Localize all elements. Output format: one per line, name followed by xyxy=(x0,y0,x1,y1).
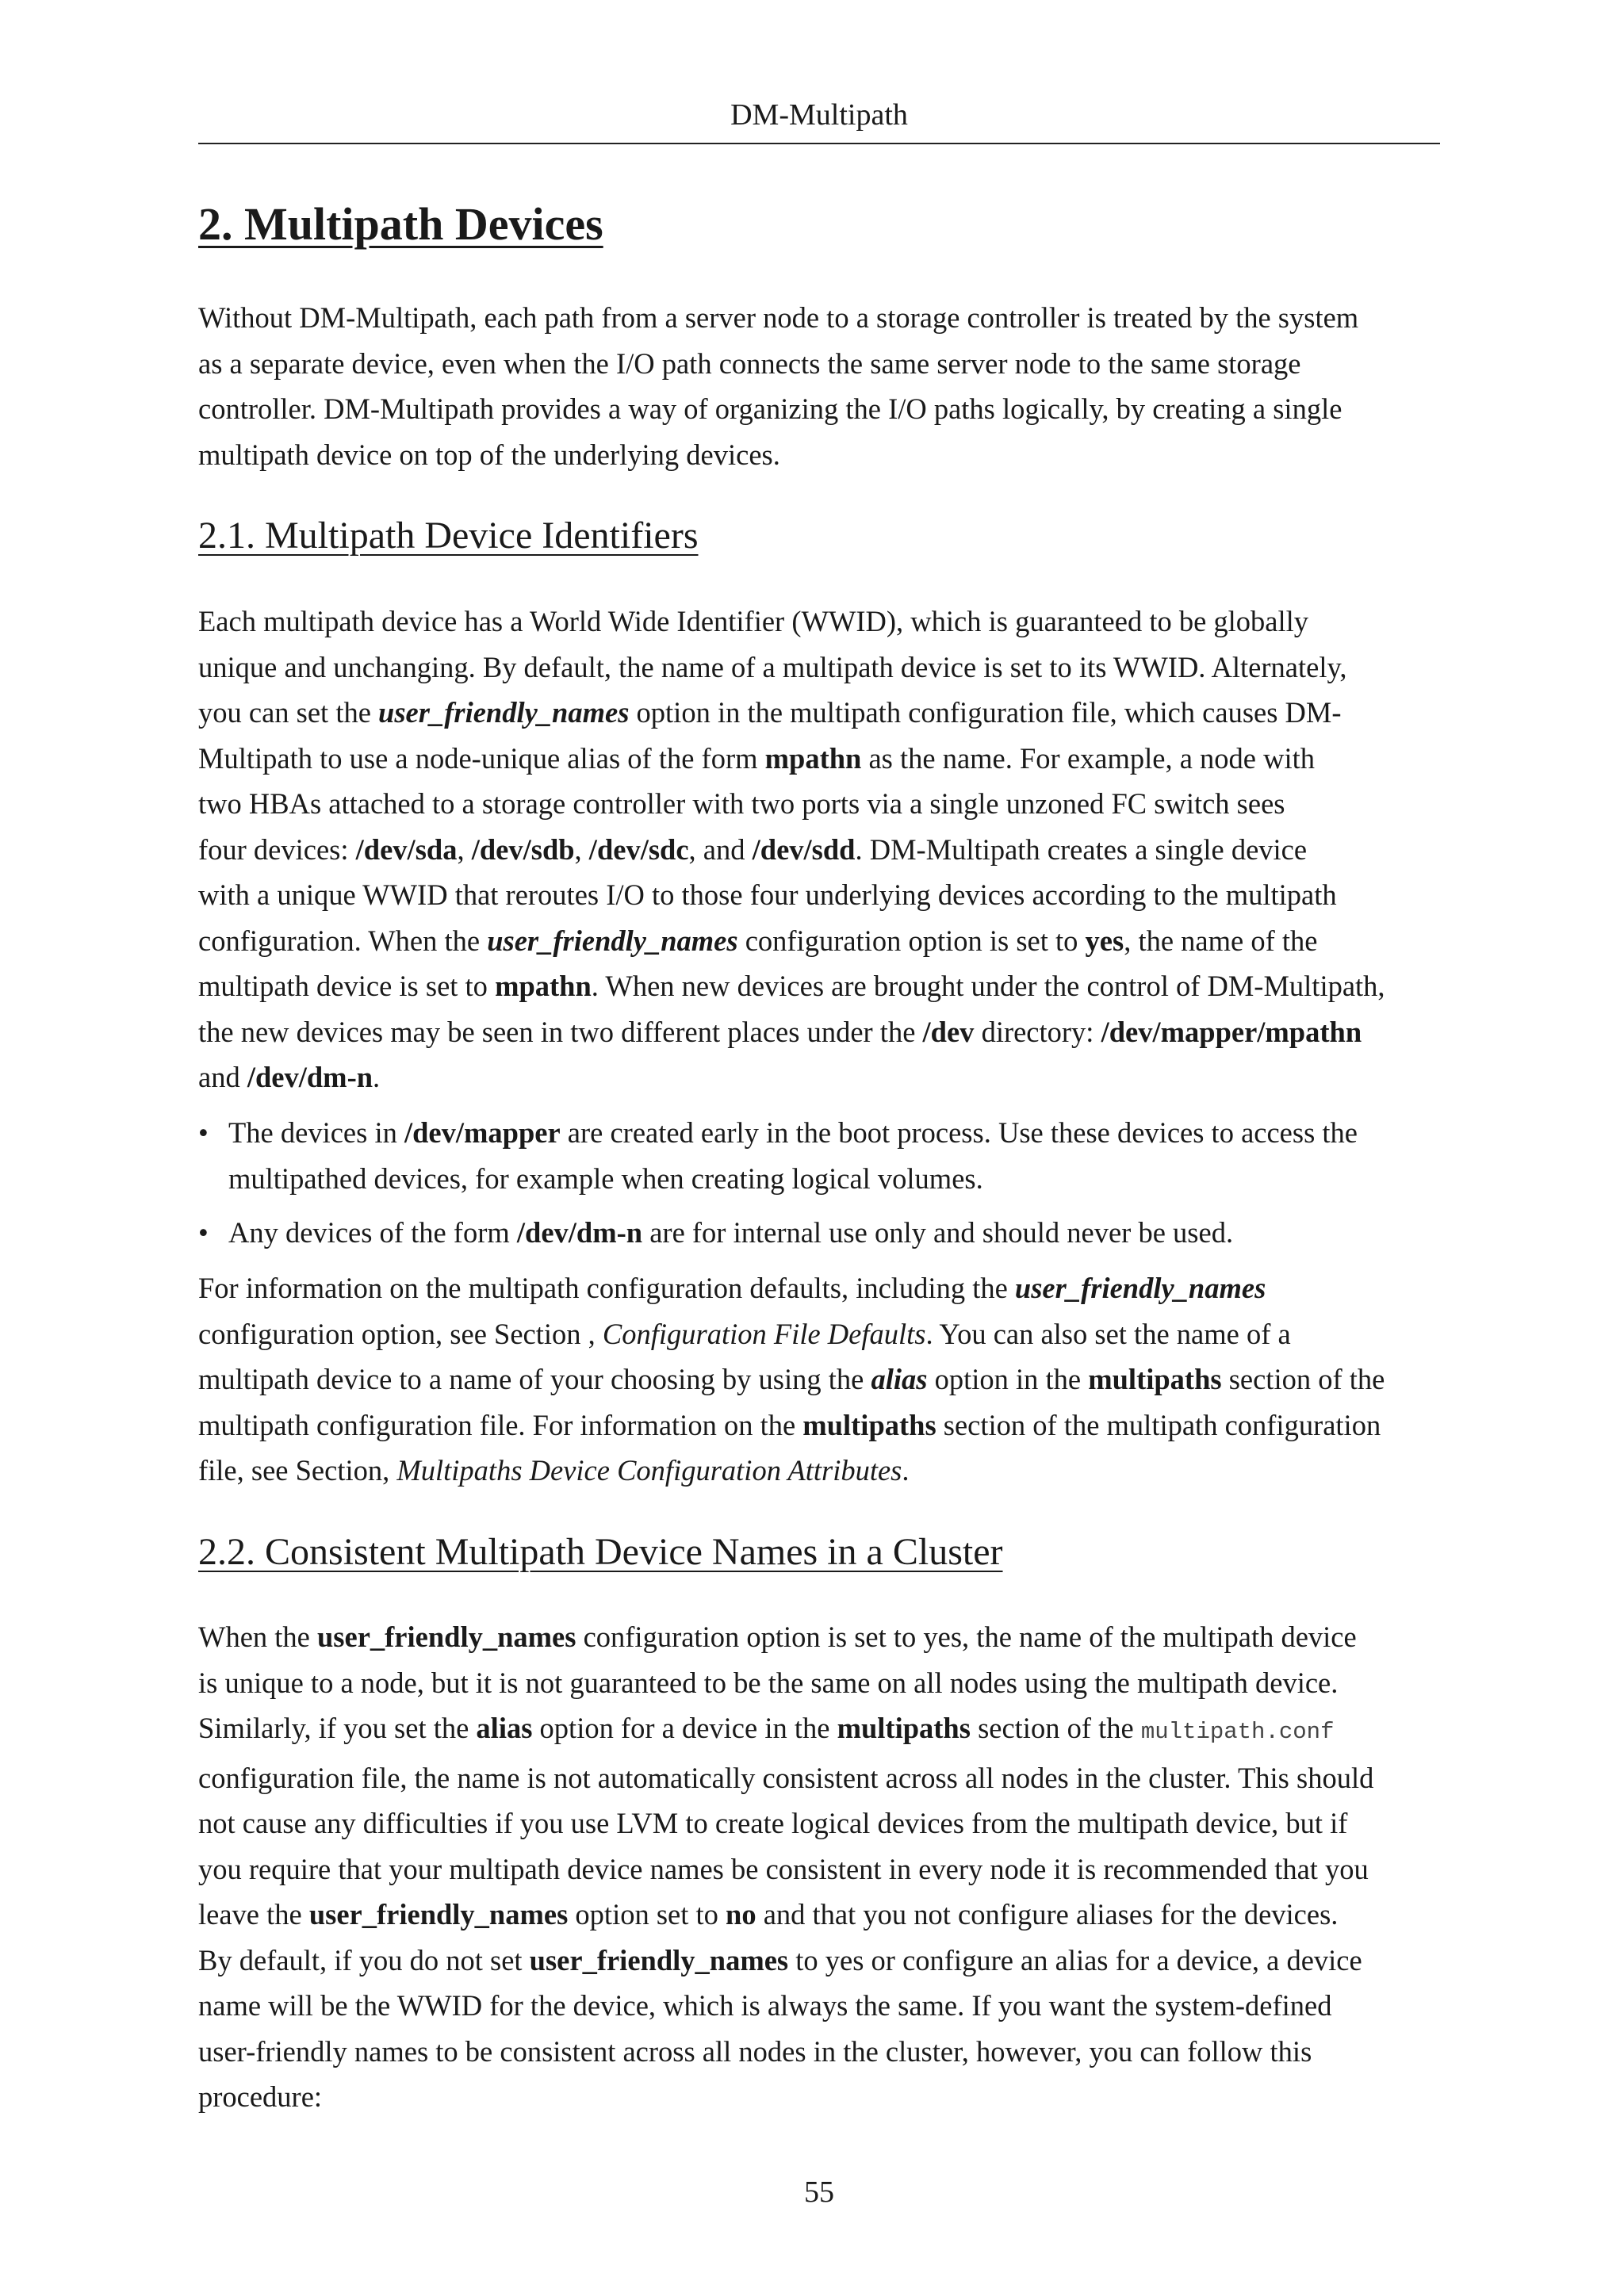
text-line: Similarly, if you set the alias option for a device in the multipaths section of the multipath.conf xyxy=(198,1712,1335,1745)
text-line: Any devices of the form /dev/dm-n are for internal use only and should never be used. xyxy=(228,1216,1234,1249)
text-line: not cause any difficulties if you use LVM to create logical devices from the multipath device, but if xyxy=(198,1807,1348,1839)
text-line: By default, if you do not set user_friendly_names to yes or configure an alias for a device, a device xyxy=(198,1943,1362,1976)
text-line: with a unique WWID that reroutes I/O to those four underlying devices according to the multipath xyxy=(198,878,1337,911)
device-path: /dev/dm-n xyxy=(247,1061,373,1093)
option-name: alias xyxy=(476,1712,533,1744)
bullet-icon: • xyxy=(198,1216,209,1249)
device-path: /dev/sdb xyxy=(471,832,575,866)
text-line: multipath device to a name of your choosing by using the alias option in the multipaths section of the xyxy=(198,1363,1385,1395)
text-line: is unique to a node, but it is not guaranteed to be the same on all nodes using the multipath device. xyxy=(198,1666,1339,1699)
running-header: DM-Multipath xyxy=(730,98,908,132)
text-line: multipath device is set to mpathn. When new devices are brought under the control of DM-Multipath, xyxy=(198,970,1385,1002)
text-line: configuration file, the name is not automatically consistent across all nodes in the cluster. This should xyxy=(198,1761,1374,1794)
text-line: multipath configuration file. For information on the multipaths section of the multipath configuration xyxy=(198,1408,1381,1441)
section-name: multipaths xyxy=(1088,1363,1222,1395)
text-line: Each multipath device has a World Wide Identifier (WWID), which is guaranteed to be globally xyxy=(198,605,1309,637)
text-line: Multipath to use a node-unique alias of the form mpathn as the name. For example, a node with xyxy=(198,741,1316,775)
identifiers-paragraph xyxy=(198,599,1440,1100)
intro-paragraph xyxy=(198,295,1440,477)
text-line: configuration. When the user_friendly_names configuration option is set to yes, the name of the xyxy=(198,924,1318,957)
text-line: controller. DM-Multipath provides a way of organizing the I/O paths logically, by creating a single xyxy=(198,392,1342,425)
option-name: user_friendly_names xyxy=(529,1943,789,1976)
bullet-icon: • xyxy=(198,1116,209,1149)
text-line: When the user_friendly_names configuration option is set to yes, the name of the multipath device xyxy=(198,1621,1357,1653)
text-line: Without DM-Multipath, each path from a server node to a storage controller is treated by the system xyxy=(198,301,1359,334)
device-path: /dev/dm-n xyxy=(516,1216,643,1249)
file-name: multipath.conf xyxy=(1140,1719,1335,1745)
device-path: /dev/sda xyxy=(355,832,458,866)
device-name: mpathn xyxy=(495,970,592,1002)
cross-reference: Multipaths Device Configuration Attributes xyxy=(396,1454,902,1487)
option-name: user_friendly_names xyxy=(1014,1272,1266,1304)
subsection-title-cluster-names: 2.2. Consistent Multipath Device Names in a Cluster xyxy=(198,1531,1003,1573)
text-line: user-friendly names to be consistent across all nodes in the cluster, however, you can follow this xyxy=(198,2034,1312,2068)
option-name: user_friendly_names xyxy=(378,696,630,729)
text-line: you require that your multipath device names be consistent in every node it is recommended that you xyxy=(198,1852,1369,1885)
section-name: multipaths xyxy=(802,1408,936,1441)
text-line: and /dev/dm-n. xyxy=(198,1061,381,1093)
text-line: procedure: xyxy=(198,2080,323,2113)
text-line: as a separate device, even when the I/O path connects the same server node to the same storage xyxy=(198,346,1301,380)
text-line: For information on the multipath configuration defaults, including the user_friendly_names xyxy=(198,1272,1266,1304)
text-line: name will be the WWID for the device, which is always the same. If you want the system-defined xyxy=(198,1989,1332,2022)
device-path: /dev/sdd xyxy=(752,832,856,866)
section-title: 2. Multipath Devices xyxy=(198,198,603,250)
device-name: mpathn xyxy=(764,741,862,775)
section-name: multipaths xyxy=(837,1712,971,1744)
option-name: alias xyxy=(871,1363,928,1395)
option-name: user_friendly_names xyxy=(308,1898,569,1931)
text-line: The devices in /dev/mapper are created early in the boot process. Use these devices to access the xyxy=(228,1116,1358,1149)
defaults-paragraph xyxy=(198,1265,1440,1494)
device-path: /dev/sdc xyxy=(588,832,689,866)
option-name: user_friendly_names xyxy=(487,924,738,957)
text-line: unique and unchanging. By default, the name of a multipath device is set to its WWID. Alternately, xyxy=(198,650,1347,683)
header-rule xyxy=(198,143,1440,144)
directory-path: /dev/mapper xyxy=(404,1116,561,1149)
option-name: user_friendly_names xyxy=(317,1621,576,1653)
text-line: leave the user_friendly_names option set to no and that you not configure aliases for the devices. xyxy=(198,1898,1339,1931)
text-line: two HBAs attached to a storage controller with two ports via a single unzoned FC switch sees xyxy=(198,787,1285,820)
page-number: 55 xyxy=(804,2175,834,2209)
text-line: file, see Section, Multipaths Device Configuration Attributes. xyxy=(198,1454,910,1487)
text-line: configuration option, see Section , Configuration File Defaults. You can also set the name of a xyxy=(198,1317,1291,1350)
cluster-names-paragraph xyxy=(198,1614,1440,2120)
directory-path: /dev xyxy=(922,1015,975,1048)
subsection-title-identifiers: 2.1. Multipath Device Identifiers xyxy=(198,515,699,557)
device-path: /dev/mapper/mpathn xyxy=(1101,1015,1362,1048)
text-line: four devices: /dev/sda, /dev/sdb, /dev/sdc, and /dev/sdd. DM-Multipath creates a single device xyxy=(198,832,1308,866)
text-line: multipath device on top of the underlying devices. xyxy=(198,438,780,471)
text-line: multipathed devices, for example when creating logical volumes. xyxy=(228,1161,983,1195)
text-line: you can set the user_friendly_names option in the multipath configuration file, which causes DM- xyxy=(198,696,1342,729)
option-value: no xyxy=(726,1898,756,1931)
text-line: the new devices may be seen in two different places under the /dev directory: /dev/mapper/mpathn xyxy=(198,1015,1362,1048)
option-value: yes xyxy=(1085,924,1124,957)
cross-reference: Configuration File Defaults xyxy=(602,1317,926,1350)
